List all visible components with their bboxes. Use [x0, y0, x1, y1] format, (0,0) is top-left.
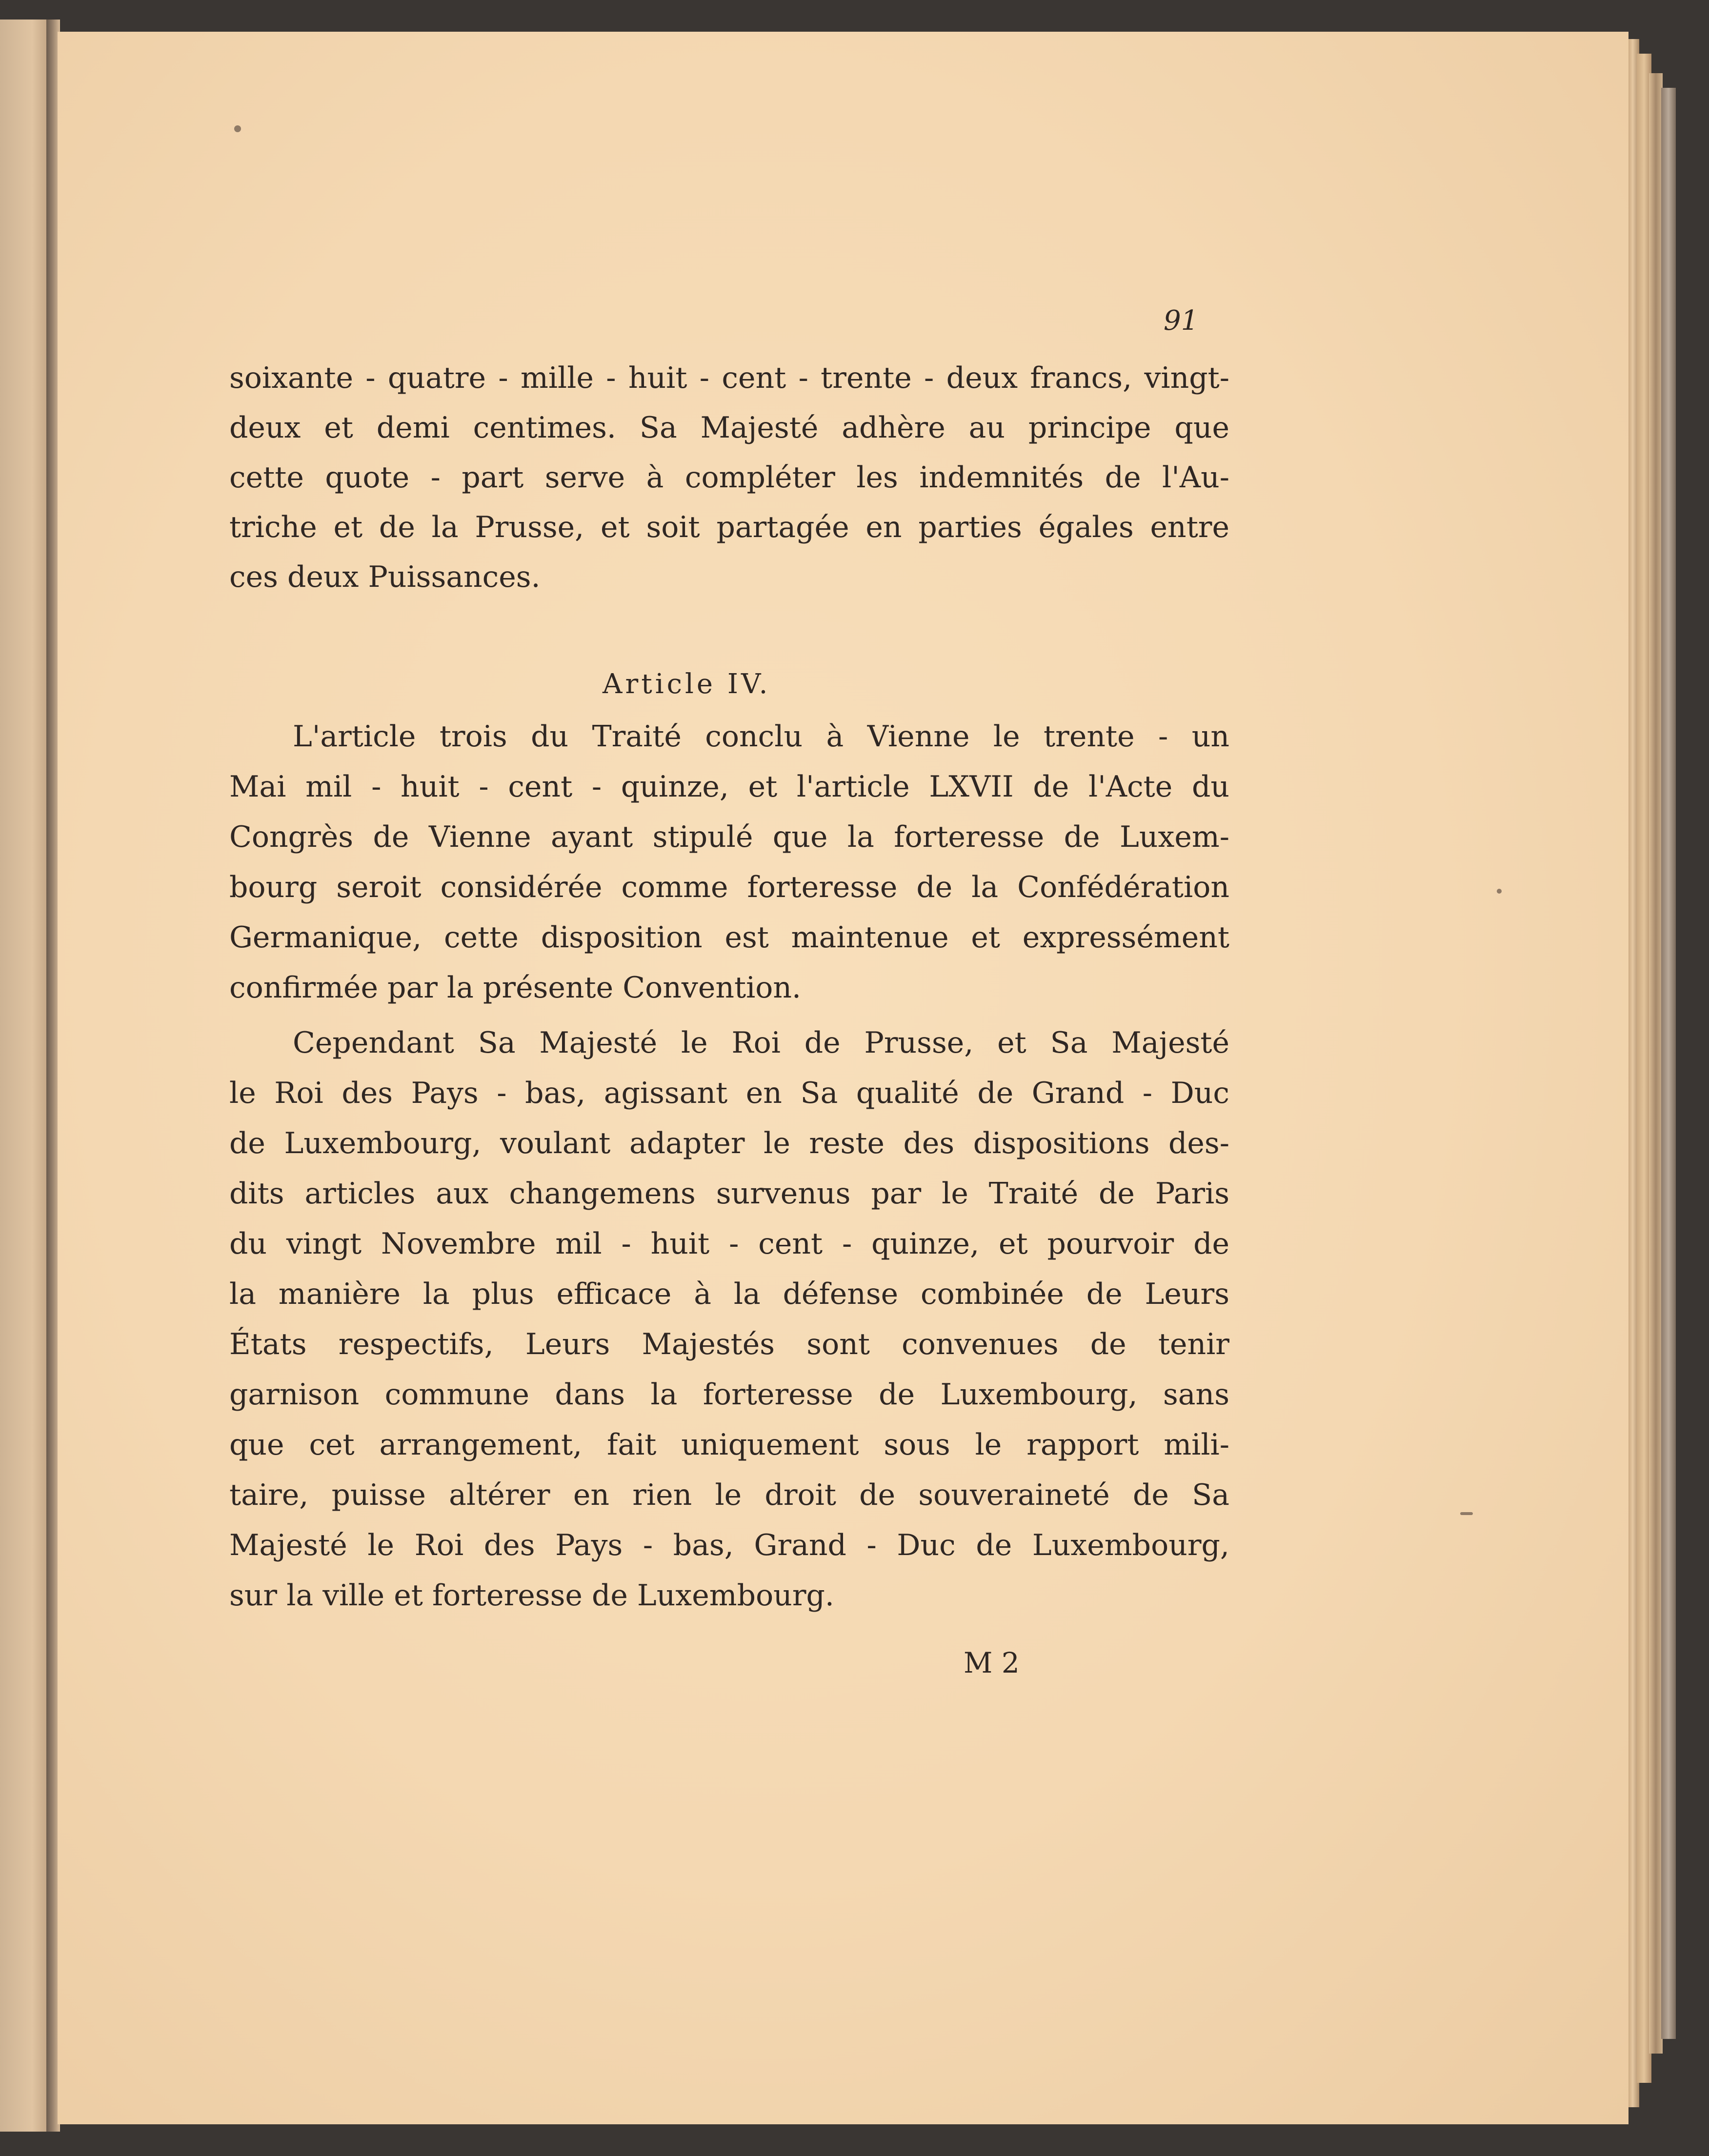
text-line: le Roi des Pays - bas, agissant en Sa qualité de Grand - Duc — [229, 1076, 1229, 1110]
text-line: Congrès de Vienne ayant stipulé que la forteresse de Luxem- — [229, 820, 1229, 854]
ink-speck — [1460, 1512, 1473, 1515]
page-number: 91 — [1164, 305, 1199, 337]
text-line: L'article trois du Traité conclu à Vienne le trente - un — [293, 719, 1229, 754]
text-line: États respectifs, Leurs Majestés sont convenues de tenir — [229, 1327, 1229, 1361]
text-line: soixante - quatre - mille - huit - cent - trente - deux francs, vingt- — [229, 361, 1229, 395]
text-line: confirmée par la présente Convention. — [229, 971, 802, 1005]
text-line: triche et de la Prusse, et soit partagée en parties égales entre — [229, 510, 1229, 544]
text-line: Cependant Sa Majesté le Roi de Prusse, et Sa Majesté — [293, 1026, 1229, 1060]
text-line: garnison commune dans la forteresse de Luxembourg, sans — [229, 1377, 1229, 1412]
text-line: sur la ville et forteresse de Luxembourg. — [229, 1578, 834, 1613]
left-page-edge — [0, 20, 54, 2132]
text-line: dits articles aux changemens survenus par le Traité de Paris — [229, 1177, 1229, 1211]
text-line: taire, puisse altérer en rien le droit de souveraineté de Sa — [229, 1478, 1229, 1512]
signature-mark: M 2 — [964, 1646, 1020, 1679]
text-line: que cet arrangement, fait uniquement sous le rapport mili- — [229, 1428, 1229, 1462]
article-heading: Article IV. — [603, 668, 771, 700]
text-line: bourg seroit considérée comme forteresse de la Confédération — [229, 870, 1229, 904]
text-line: Germanique, cette disposition est maintenue et expressément — [229, 920, 1229, 955]
page-edge-stack — [1661, 88, 1676, 2039]
text-line: Majesté le Roi des Pays - bas, Grand - Duc de Luxembourg, — [229, 1528, 1229, 1562]
text-line: du vingt Novembre mil - huit - cent - quinze, et pourvoir de — [229, 1227, 1229, 1261]
text-line: cette quote - part serve à compléter les indemnités de l'Au- — [229, 460, 1229, 495]
ink-speck — [1497, 889, 1502, 894]
text-line: deux et demi centimes. Sa Majesté adhère au principe que — [229, 411, 1229, 445]
text-line: de Luxembourg, voulant adapter le reste des dispositions des- — [229, 1126, 1229, 1160]
text-line: la manière la plus efficace à la défense combinée de Leurs — [229, 1277, 1229, 1311]
page-edge-stack — [1649, 73, 1663, 2054]
ink-speck — [234, 125, 241, 132]
text-line: Mai mil - huit - cent - quinze, et l'article LXVII de l'Acte du — [229, 770, 1229, 804]
text-line: ces deux Puissances. — [229, 560, 541, 594]
